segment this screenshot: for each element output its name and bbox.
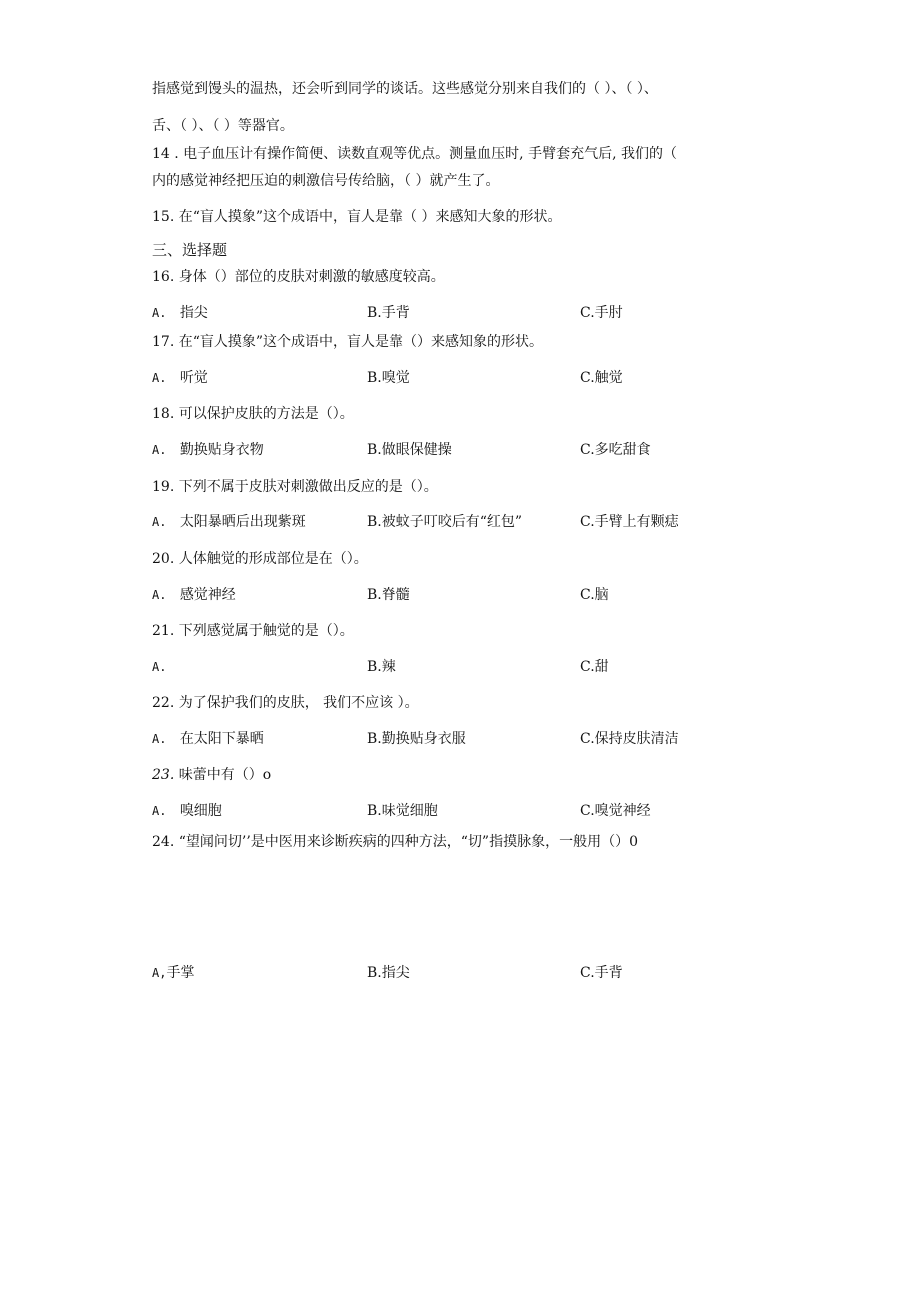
question-21-stem: 21. 下列感觉属于触觉的是（）。: [152, 623, 354, 639]
question-21-option-c: C.甜: [580, 659, 609, 675]
option-a-text: 手掌: [166, 965, 195, 981]
question-23-option-c: C.嗅觉神经: [580, 803, 651, 819]
question-24-option-b: B.指尖: [367, 965, 410, 981]
question-21-option-b: B.辣: [367, 659, 396, 675]
option-a-label: A.: [152, 371, 167, 385]
question-19-option-c: C.手臂上有颗痣: [580, 514, 679, 530]
option-a-label: A.: [152, 588, 167, 602]
option-a-text: 听觉: [179, 370, 208, 386]
option-a-label: A,: [152, 966, 167, 980]
question-18-option-b: B.做眼保健操: [367, 442, 452, 458]
question-22-option-c: C.保持皮肤清洁: [580, 731, 679, 747]
question-22-option-b: B.勤换贴身衣服: [367, 731, 466, 747]
question-23-stem: [152, 766, 271, 784]
question-22-option-a: [152, 730, 264, 748]
option-a-text: 在太阳下暴晒: [179, 731, 264, 747]
question-14-line-2: 内的感觉神经把压迫的刺激信号传给脑，（ ）就产生了。: [152, 173, 500, 189]
question-21-option-a: [152, 658, 180, 676]
question-23-option-a: [152, 802, 222, 820]
option-a-label: A.: [152, 804, 167, 818]
question-17-option-b: B.嗅觉: [367, 370, 410, 386]
option-a-label: A.: [152, 443, 167, 457]
option-a-label: A.: [152, 515, 167, 529]
option-a-text: 感觉神经: [179, 587, 236, 603]
question-18-option-a: [152, 441, 264, 459]
question-19-stem: 19. 下列不属于皮肤对刺激做出反应的是（）。: [152, 479, 438, 495]
option-a-text: 嗅细胞: [179, 803, 222, 819]
question-23-option-b: B.味觉细胞: [367, 803, 438, 819]
question-16-option-b: B.手背: [367, 305, 410, 321]
question-15: 15. 在“盲人摸象”这个成语中，盲人是靠（ ）来感知大象的形状。: [152, 209, 562, 225]
option-a-text: 勤换贴身衣物: [179, 442, 264, 458]
question-19-option-b: B.被蚊子叮咬后有“红包”: [367, 514, 523, 530]
question-19-option-a: [152, 513, 306, 531]
option-a-text: 太阳暴晒后出现紫斑: [179, 514, 306, 530]
question-20-stem: 20. 人体触觉的形成部位是在（）。: [152, 551, 368, 567]
question-17-stem: 17. 在“盲人摸象”这个成语中，盲人是靠（）来感知象的形状。: [152, 334, 544, 350]
question-16-option-a: [152, 304, 208, 322]
question-17-option-c: C.触觉: [580, 370, 623, 386]
question-17-option-a: [152, 369, 208, 387]
question-22-stem: 22. 为了保护我们的皮肤， 我们不应该 ）。: [152, 695, 419, 711]
question-16-stem: 16. 身体（）部位的皮肤对刺激的敏感度较高。: [152, 269, 445, 285]
question-14-line-1: 14 . 电子血压计有操作简便、读数直观等优点。测量血压时, 手臂套充气后, 我们的（: [152, 146, 677, 162]
option-a-label: A.: [152, 660, 167, 674]
question-20-option-c: C.脑: [580, 587, 609, 603]
question-23-text: 味蕾中有（）o: [174, 767, 272, 783]
question-16-option-c: C.手肘: [580, 305, 623, 321]
option-a-text: 指尖: [179, 305, 208, 321]
fill-blank-line-2: 舌、（ ）、（ ）等器官。: [152, 118, 294, 134]
section-title: 三、选择题: [152, 241, 228, 259]
question-24-option-a: [152, 964, 194, 982]
fill-blank-line-1: 指感觉到馒头的温热，还会听到同学的谈话。这些感觉分别来自我们的（ ）、（ ）、: [152, 81, 658, 97]
option-a-label: A.: [152, 306, 167, 320]
option-a-label: A.: [152, 732, 167, 746]
question-20-option-a: [152, 586, 236, 604]
question-23-number: 23.: [152, 767, 175, 783]
question-24-option-c: C.手背: [580, 965, 623, 981]
question-18-option-c: C.多吃甜食: [580, 442, 651, 458]
question-20-option-b: B.脊髓: [367, 587, 410, 603]
question-24-stem: 24. “望闻问切’’是中医用来诊断疾病的四种方法，“切”指摸脉象，一般用（）0: [152, 834, 638, 850]
question-18-stem: 18. 可以保护皮肤的方法是（）。: [152, 406, 354, 422]
